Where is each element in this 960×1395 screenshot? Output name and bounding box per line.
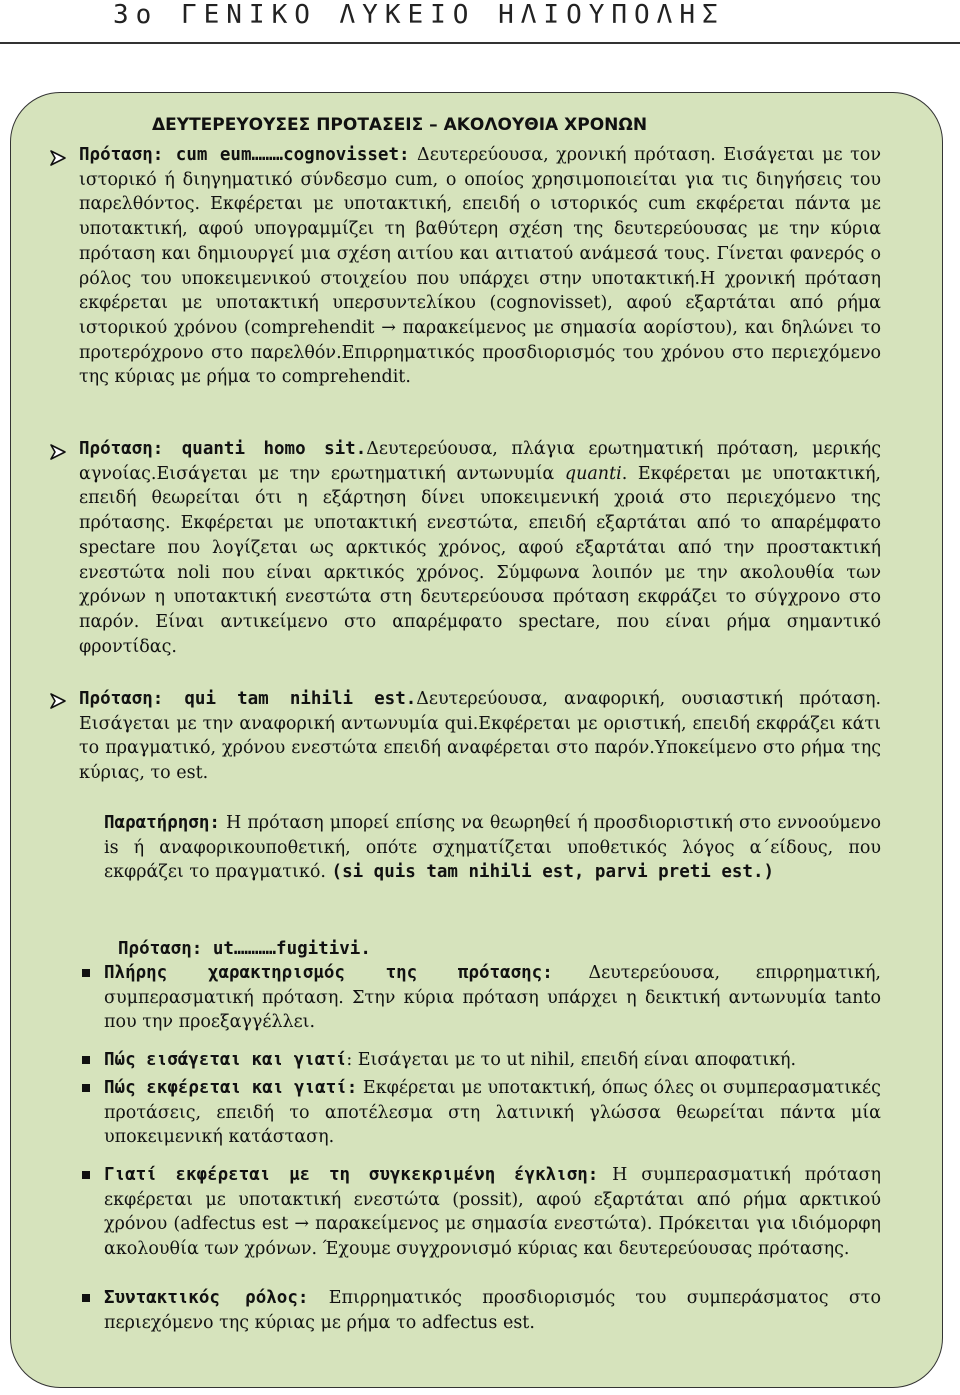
- square-bullet-icon: [82, 1056, 90, 1064]
- note-label: Παρατήρηση:: [104, 813, 220, 833]
- section-text: . Εκφέρεται με υποτακτική, επειδή θεωρείται ότι η εξάρτηση δίνει υποκειμενική χροιά στο περιεχόμενο της πρότασης. Εκφέρεται με υποτακτική ενεστώτα, επειδή εξαρτάται από το απαρέμφατο spectare που λογίζεται ως αρκτικός χρόνος, αφού εξαρτάται από την προστακτική ενεστώτα noli που είναι αρκτικός χρόνος. Σύμφωνα λοιπόν με την ακολουθία των χρόνων η υποτακτική ενεστώτα στη δευτερεύουσα πρόταση εκφράζει το σύγχρονο στο παρόν. Είναι αντικείμενο στο απαρέμφατο spectare, που είναι ρήμα σημαντικό φροντίδας.: [79, 463, 881, 657]
- ut-heading-row: [118, 937, 878, 962]
- square-bullet-icon: [82, 1171, 90, 1179]
- ut-item: [104, 1076, 881, 1150]
- section-heading: Πρόταση: qui tam nihili est.: [79, 689, 417, 709]
- ut-item-text: Η συμπερασματική πρόταση εκφέρεται με υποτακτική ενεστώτα (possit), αφού εξαρτάται από ρήμα αρκτικού χρόνου (adfectus est → παρακείμενος με σημασία ενεστώτα). Πρόκειται για ιδιόμορφη ακολουθία των χρόνων. Έχουμε συγχρονισμό κύριας και δευτερεύουσας πρότασης.: [104, 1165, 882, 1260]
- ut-item-label: Γιατί εκφέρεται με τη συγκεκριμένη έγκλιση:: [104, 1165, 599, 1185]
- document-title: ΔΕΥΤΕΡΕΥΟΥΣΕΣ ΠΡΟΤΑΣΕΙΣ – ΑΚΟΛΟΥΘΙΑ ΧΡΟΝΩΝ: [152, 115, 648, 135]
- ut-item-label: Συντακτικός ρόλος:: [104, 1288, 309, 1308]
- school-header: 3ο ΓΕΝΙΚΟ ΛΥΚΕΙΟ ΗΛΙΟΥΠΟΛΗΣ: [113, 0, 725, 30]
- ut-item-text: Εκφέρεται με υποτακτική, όπως όλες οι συμπερασματικές προτάσεις, επειδή το αποτέλεσμα στη λατινική γλώσσα θεωρείται πάντα μία υποκειμενική κατάσταση.: [104, 1078, 881, 1148]
- ut-item: [104, 961, 881, 1035]
- ut-item-text: Δευτερεύουσα, επιρρηματική, συμπερασματική πρόταση. Στην κύρια πρόταση υπάρχει η δεικτική αντωνυμία tanto που την προεξαγγέλλει.: [104, 963, 881, 1033]
- ut-item-label: Πώς εισάγεται και γιατί: [104, 1050, 347, 1070]
- square-bullet-icon: [82, 1294, 90, 1302]
- header-rule: [0, 42, 960, 44]
- ut-item-text: Επιρρηματικός προσδιορισμός του συμπεράσματος στο περιεχόμενο της κύριας με ρήμα το adfectus est.: [104, 1288, 881, 1333]
- ut-item-text: : Εισάγεται με το ut nihil, επειδή είναι αποφατική.: [346, 1050, 797, 1070]
- ut-item: [104, 1048, 881, 1073]
- section-quanti: [79, 437, 881, 659]
- section-text-italic: quanti: [564, 463, 622, 484]
- note: [104, 811, 881, 885]
- arrow-bullet-icon: [49, 149, 67, 167]
- square-bullet-icon: [82, 1084, 90, 1092]
- section-text: Δευτερεύουσα, χρονική πρόταση. Εισάγεται με τον ιστορικό ή διηγηματικό σύνδεσμο cum, ο οποίος χρησιμοποιείται για τις διηγήσεις του παρελθόντος. Εκφέρεται με υποτακτική, επειδή ο ιστορικός cum εκφέρεται πάντα με υποτακτική, αφού υπογραμμίζει τη βαθύτερη σχέση της δευτερεύουσας με την κύρια πρόταση και δημιουργεί μια σχέση αιτίου και αιτιατού ανάμεσά τους. Γίνεται φανερός ο ρόλος του υποκειμενικού στοιχείου που υπάρχει στην υποτακτική.Η χρονική πρόταση εκφέρεται με υποτακτική υπερσυντελίκου (cognovisset), αφού εξαρτάται από ρήμα ιστορικού χρόνου (comprehendit → παρακείμενος με σημασία αορίστου), και δηλώνει το προτερόχρονο στο παρελθόν.Επιρρηματικός προσδιορισμός του χρόνου στο περιεχόμενο της κύριας με ρήμα το comprehendit.: [79, 145, 881, 388]
- ut-item-label: Πλήρης χαρακτηρισμός της πρότασης:: [104, 963, 553, 983]
- ut-item-label: Πώς εκφέρεται και γιατί:: [104, 1078, 358, 1098]
- ut-item: [104, 1163, 881, 1262]
- section-cum: [79, 143, 881, 390]
- section-heading: Πρόταση: quanti homo sit.: [79, 439, 367, 459]
- section-qui: [79, 687, 881, 786]
- arrow-bullet-icon: [49, 443, 67, 461]
- note-bold: (si quis tam nihili est, parvi preti est.): [331, 862, 775, 883]
- section-text: Δευτερεύουσα, πλάγια ερωτηματική πρόταση, μερικής αγνοίας.Εισάγεται με την ερωτηματική αντωνυμία: [79, 439, 881, 484]
- ut-item: [104, 1286, 881, 1335]
- note-text: Η πρόταση μπορεί επίσης να θεωρηθεί ή προσδιοριστική στο εννοούμενο is ή αναφορικουποθετική, οπότε σχηματίζεται υποθετικός λόγος α΄είδους, που εκφράζει το πραγματικό.: [104, 813, 881, 883]
- ut-heading: Πρόταση: ut…………fugitivi.: [118, 939, 371, 959]
- arrow-bullet-icon: [49, 692, 67, 710]
- section-text: Δευτερεύουσα, αναφορική, ουσιαστική πρόταση. Εισάγεται με την αναφορική αντωνυμία qui.Εκφέρεται με οριστική, επειδή εκφράζει κάτι το πραγματικό, χρόνου ενεστώτα επειδή αναφέρεται στο παρόν.Υποκείμενο στο ρήμα της κύριας, το est.: [79, 689, 882, 784]
- section-heading: Πρόταση: cum eum………cognovisset:: [79, 145, 410, 165]
- square-bullet-icon: [82, 969, 90, 977]
